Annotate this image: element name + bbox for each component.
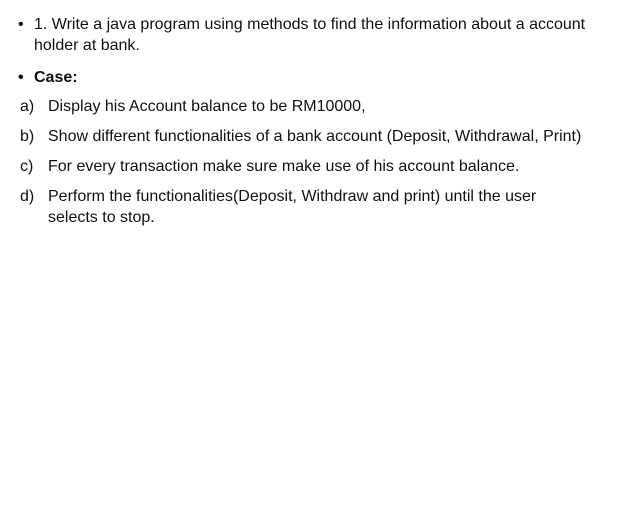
list-item xyxy=(0,126,588,147)
case-block xyxy=(0,67,620,88)
question-text: 1. Write a java program using methods to find the information about a account holder at bank. xyxy=(34,16,586,54)
bullet-icon: • xyxy=(18,16,24,33)
item-marker: a) xyxy=(20,98,35,115)
item-marker: c) xyxy=(20,158,34,175)
item-text: Perform the functionalities(Deposit, Withdraw and print) until the user selects to stop. xyxy=(48,188,537,226)
item-text: Show different functionalities of a bank account (Deposit, Withdrawal, Print) xyxy=(48,128,582,145)
item-text: Display his Account balance to be RM10000, xyxy=(48,98,366,115)
item-marker: b) xyxy=(20,128,35,145)
list-item xyxy=(0,156,588,177)
case-item-list xyxy=(0,96,620,228)
case-label: Case: xyxy=(34,69,78,86)
item-marker: d) xyxy=(20,188,35,205)
question-block xyxy=(0,14,604,56)
list-item xyxy=(0,96,588,117)
bullet-icon: • xyxy=(18,69,24,86)
item-text: For every transaction make sure make use of his account balance. xyxy=(48,158,520,175)
list-item xyxy=(0,186,588,228)
